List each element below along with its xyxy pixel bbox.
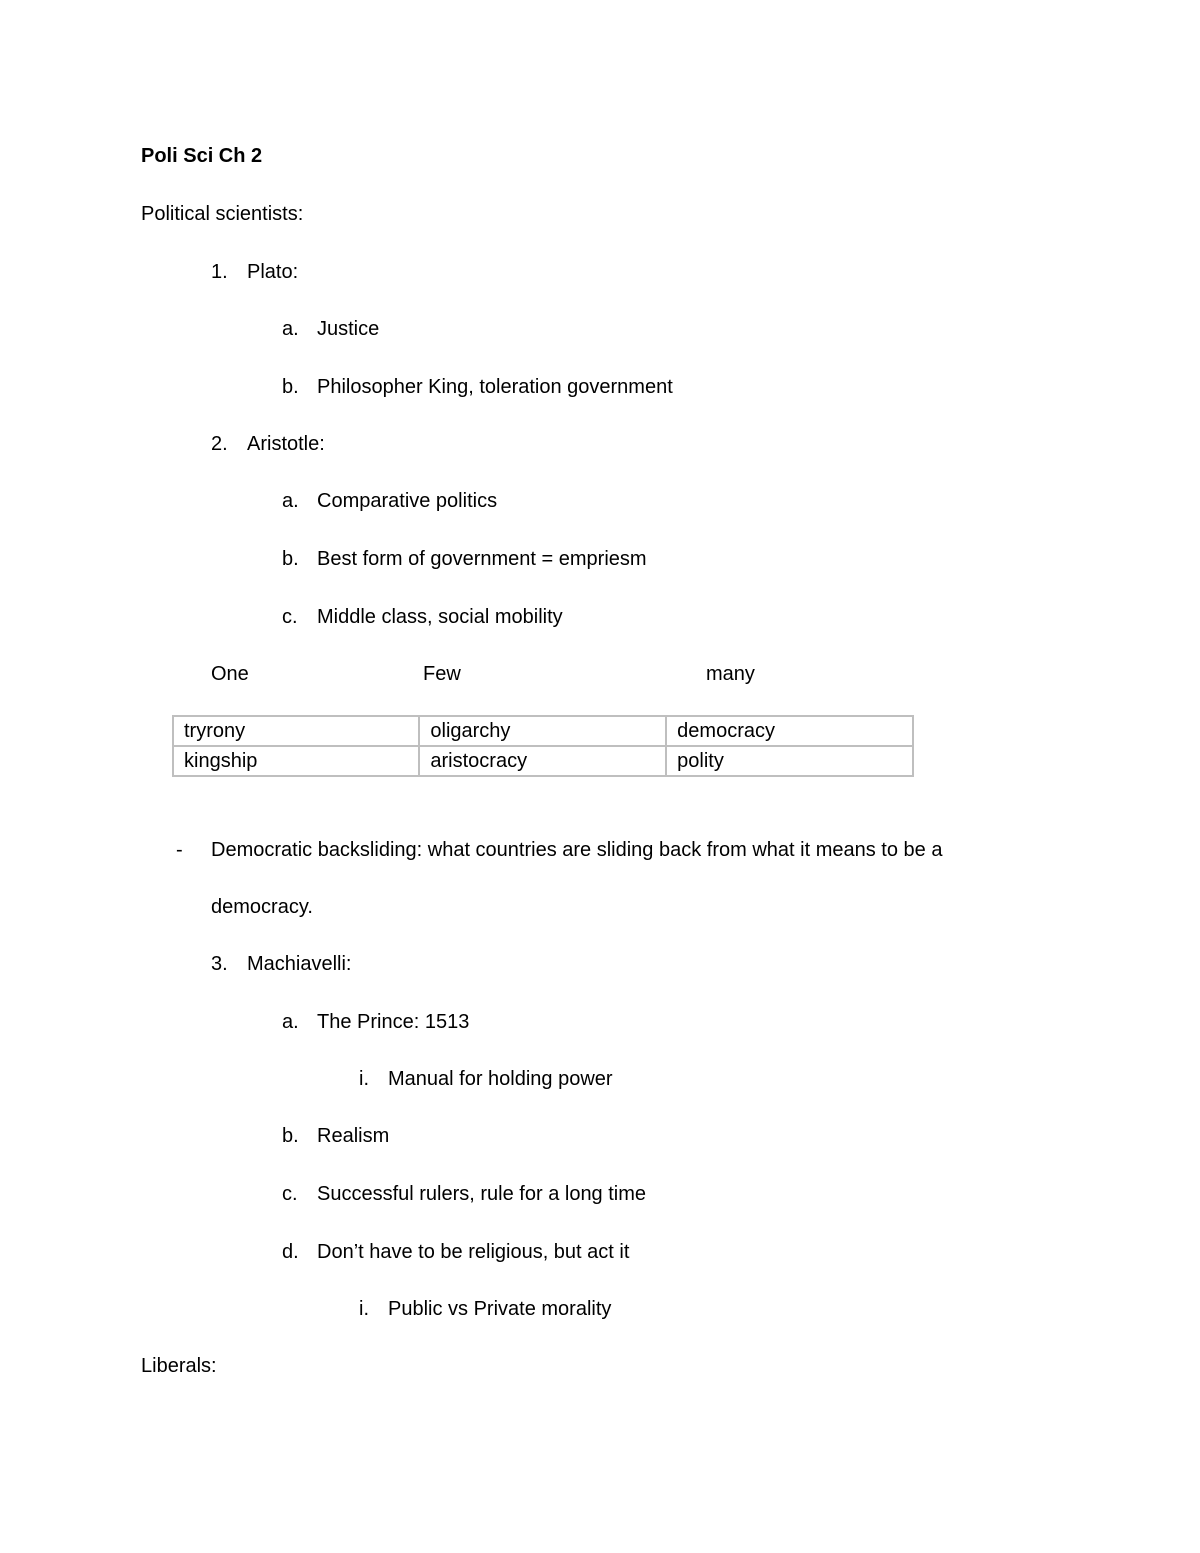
list-item-label: Machiavelli:: [247, 953, 352, 975]
sub-list-marker: c.: [282, 1183, 298, 1205]
table-row: [173, 746, 913, 776]
sub-list-marker: a.: [282, 318, 299, 340]
sub-sub-list-marker: i.: [359, 1068, 369, 1090]
document-title: Poli Sci Ch 2: [141, 145, 263, 167]
sub-sub-list-text: Manual for holding power: [388, 1068, 613, 1090]
table-row: [173, 716, 913, 746]
sub-sub-list-marker: i.: [359, 1298, 369, 1320]
table-cell: democracy: [666, 716, 913, 746]
sub-list-marker: c.: [282, 606, 298, 628]
table-column-header: Few: [423, 663, 461, 685]
table-cell: tryrony: [173, 716, 419, 746]
list-item-label: Aristotle:: [247, 433, 325, 455]
intro-heading: Political scientists:: [141, 203, 304, 225]
table-cell: polity: [666, 746, 913, 776]
table-column-header: many: [706, 663, 755, 685]
dash-note-line: democracy.: [211, 896, 313, 918]
table-cell: aristocracy: [419, 746, 666, 776]
sub-list-text: Justice: [317, 318, 380, 340]
table-column-header: One: [211, 663, 249, 685]
sub-list-text: Comparative politics: [317, 490, 498, 512]
sub-list-marker: a.: [282, 490, 299, 512]
sub-list-marker: a.: [282, 1011, 299, 1033]
sub-list-text: The Prince: 1513: [317, 1011, 470, 1033]
sub-list-marker: b.: [282, 376, 299, 398]
dash-marker: -: [176, 839, 183, 861]
sub-list-text: Don’t have to be religious, but act it: [317, 1241, 630, 1263]
closing-heading: Liberals:: [141, 1355, 217, 1377]
list-number: 3.: [211, 953, 228, 975]
sub-list-marker: b.: [282, 548, 299, 570]
sub-sub-list-text: Public vs Private morality: [388, 1298, 612, 1320]
sub-list-text: Successful rulers, rule for a long time: [317, 1183, 647, 1205]
list-number: 1.: [211, 261, 228, 283]
sub-list-marker: b.: [282, 1125, 299, 1147]
sub-list-marker: d.: [282, 1241, 299, 1263]
list-item-label: Plato:: [247, 261, 299, 283]
government-types-table: [172, 715, 914, 777]
dash-note-line: Democratic backsliding: what countries are sliding back from what it means to be a: [211, 839, 943, 861]
sub-list-text: Realism: [317, 1125, 390, 1147]
table-cell: kingship: [173, 746, 419, 776]
sub-list-text: Philosopher King, toleration government: [317, 376, 673, 398]
sub-list-text: Best form of government = empriesm: [317, 548, 647, 570]
list-number: 2.: [211, 433, 228, 455]
sub-list-text: Middle class, social mobility: [317, 606, 563, 628]
table-cell: oligarchy: [419, 716, 666, 746]
